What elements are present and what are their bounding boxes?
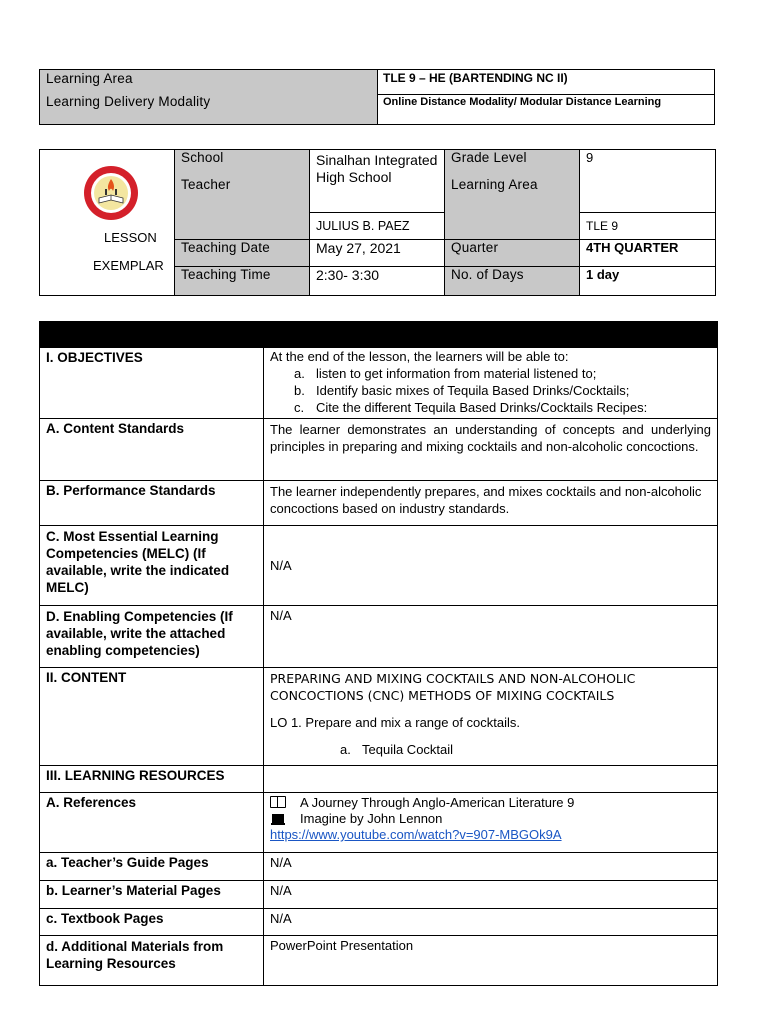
school-seal-icon: [83, 165, 139, 221]
quarter-days-values: [580, 240, 716, 296]
days-value: 1 day: [586, 267, 620, 282]
header-labels-cell: [40, 70, 378, 125]
days-label: No. of Days: [451, 267, 524, 282]
quarter-value: 4TH QUARTER: [580, 240, 715, 267]
teaching-time-value: 2:30- 3:30: [316, 267, 380, 283]
teacher-value: JULIUS B. PAEZ: [310, 213, 445, 240]
enabling-competencies-label: D. Enabling Competencies (If available, write the attached enabling competencies): [40, 606, 264, 668]
reference-text: Imagine by John Lennon: [300, 811, 443, 826]
learning-area-value-2: TLE 9: [580, 213, 716, 240]
exemplar-label: EXEMPLAR: [93, 258, 164, 273]
header-table: [39, 69, 715, 125]
objective-item: [270, 382, 711, 399]
lesson-label: LESSON: [104, 230, 157, 245]
objective-text: Identify basic mixes of Tequila Based Drinks/Cocktails;: [316, 383, 630, 398]
additional-materials-value: PowerPoint Presentation: [264, 936, 718, 986]
teaching-date-value: May 27, 2021: [310, 240, 444, 267]
school-label: School: [181, 150, 224, 165]
delivery-modality-value: Online Distance Modality/ Modular Distance Learning: [383, 96, 662, 108]
content-cell: [264, 668, 718, 766]
additional-materials-label: d. Additional Materials from Learning Resources: [40, 936, 264, 986]
content-standards-value: The learner demonstrates an understanding of concepts and underlying principles in preparing and mixing cocktails and non-alcoholic concoctions.: [264, 419, 718, 481]
performance-standards-value: The learner independently prepares, and mixes cocktails and non-alcoholic concoctions based on industry standards.: [264, 481, 718, 526]
learning-area-label-2: Learning Area: [451, 177, 538, 192]
melc-value: N/A: [264, 526, 718, 606]
teachers-guide-value: N/A: [264, 853, 718, 881]
teachers-guide-label: a. Teacher’s Guide Pages: [40, 853, 264, 881]
melc-label: C. Most Essential Learning Competencies (MELC) (If available, write the indicated MELC): [40, 526, 264, 606]
book-icon: [270, 796, 286, 808]
learners-material-label: b. Learner’s Material Pages: [40, 881, 264, 909]
objective-text: Cite the different Tequila Based Drinks/Cocktails Recipes:: [316, 400, 648, 415]
delivery-modality-label: Learning Delivery Modality: [46, 94, 211, 109]
references-cell: [264, 793, 718, 853]
exemplar-info-table: [39, 149, 715, 295]
exemplar-logo-cell: [40, 150, 175, 296]
school-teacher-labels: [175, 150, 310, 240]
content-item: [270, 741, 711, 758]
learning-resources-value: [264, 766, 718, 793]
quarter-days-labels: [445, 240, 580, 296]
reference-text: A Journey Through Anglo-American Literature 9: [300, 795, 575, 810]
learners-material-value: N/A: [264, 881, 718, 909]
objective-mark: c.: [294, 400, 305, 415]
lesson-plan-table: [39, 321, 717, 986]
objective-item: [270, 399, 711, 416]
reference-link-row: [270, 827, 711, 843]
reference-item: [270, 795, 711, 811]
content-label: II. CONTENT: [40, 668, 264, 766]
objectives-cell: [264, 348, 718, 419]
teacher-label: Teacher: [181, 177, 231, 192]
learning-area-value: TLE 9 – HE (BARTENDING NC II): [378, 70, 714, 95]
date-time-labels: [175, 240, 310, 296]
references-label: A. References: [40, 793, 264, 853]
objective-mark: b.: [294, 383, 305, 398]
quarter-label: Quarter: [445, 240, 579, 267]
grade-area-labels: [445, 150, 580, 240]
content-standards-label: A. Content Standards: [40, 419, 264, 481]
school-value: Sinalhan Integrated High School: [310, 150, 445, 213]
content-item-mark: a.: [340, 742, 351, 757]
date-time-values: [310, 240, 445, 296]
teaching-time-label: Teaching Time: [181, 267, 271, 282]
youtube-link[interactable]: https://www.youtube.com/watch?v=907-MBGOk9A: [270, 827, 562, 842]
content-lo: LO 1. Prepare and mix a range of cocktails.: [270, 715, 521, 730]
enabling-competencies-value: N/A: [264, 606, 718, 668]
objective-item: [270, 365, 711, 382]
grade-level-label: Grade Level: [451, 150, 527, 165]
section-header-bar: [40, 322, 718, 348]
content-item-text: Tequila Cocktail: [362, 742, 454, 757]
laptop-icon: [272, 814, 284, 823]
textbook-pages-label: c. Textbook Pages: [40, 909, 264, 936]
grade-level-value: 9: [580, 150, 716, 213]
textbook-pages-value: N/A: [264, 909, 718, 936]
objectives-intro: At the end of the lesson, the learners will be able to:: [270, 349, 569, 364]
header-values-cell: [378, 70, 715, 125]
learning-resources-label: III. LEARNING RESOURCES: [40, 766, 264, 793]
objective-text: listen to get information from material listened to;: [316, 366, 597, 381]
performance-standards-label: B. Performance Standards: [40, 481, 264, 526]
objective-mark: a.: [294, 366, 305, 381]
learning-area-label: Learning Area: [46, 71, 133, 86]
reference-item: [270, 811, 711, 827]
teaching-date-label: Teaching Date: [175, 240, 309, 267]
content-title: PREPARING AND MIXING COCKTAILS AND NON-ALCOHOLIC CONCOCTIONS (CNC) METHODS OF MIXING COCKTAILS: [270, 671, 636, 703]
objectives-label: I. OBJECTIVES: [40, 348, 264, 419]
